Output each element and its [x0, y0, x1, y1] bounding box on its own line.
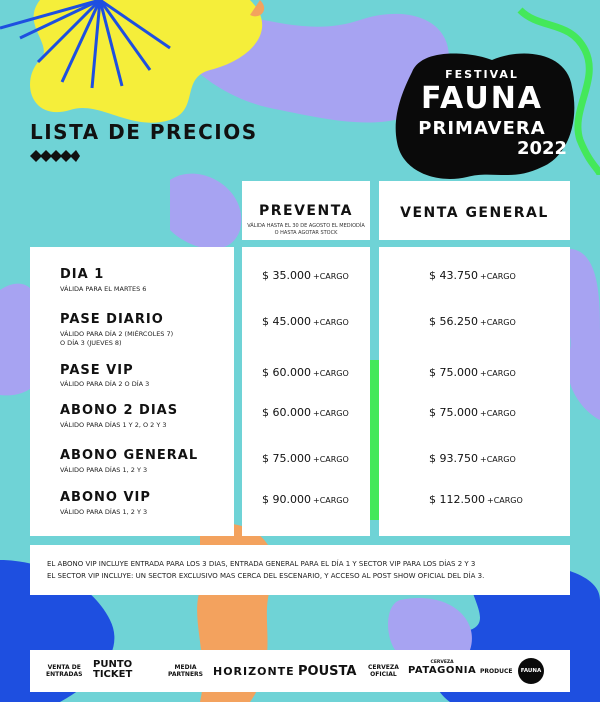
- festival-logo: [382, 42, 582, 192]
- row-desc-abono-2-dias: VÁLIDO PARA DÍAS 1 Y 2, O 2 Y 3: [60, 421, 167, 429]
- price-preventa-abono-general: $ 75.000 +CARGO: [262, 452, 349, 465]
- price-general-pase-diario: $ 56.250 +CARGO: [429, 315, 516, 328]
- price-preventa-abono-vip: $ 90.000 +CARGO: [262, 493, 349, 506]
- general-label: VENTA GENERAL: [400, 205, 549, 221]
- sponsor-label-cerveza: CERVEZA OFICIAL: [368, 664, 399, 678]
- sponsor-label-venta: VENTA DE ENTRADAS: [46, 664, 83, 678]
- price-general-abono-general: $ 93.750 +CARGO: [429, 452, 516, 465]
- price-preventa-pase-vip: $ 60.000 +CARGO: [262, 366, 349, 379]
- price-general-abono-vip: $ 112.500 +CARGO: [429, 493, 523, 506]
- row-name-abono-vip: ABONO VIP: [60, 490, 151, 505]
- price-preventa-pase-diario: $ 45.000 +CARGO: [262, 315, 349, 328]
- patagonia-logo: CERVEZA PATAGONIA: [408, 660, 477, 676]
- general-prices-panel: [379, 247, 570, 536]
- row-desc-pase-vip: VÁLIDO PARA DÍA 2 O DÍA 3: [60, 380, 150, 388]
- note-line-1: EL ABONO VIP INCLUYE ENTRADA PARA LOS 3 DIAS, ENTRADA GENERAL PARA EL DÍA 1 Y SECTOR VIP PARA LOS DÍAS 2 Y 3: [47, 560, 476, 568]
- price-general-pase-vip: $ 75.000 +CARGO: [429, 366, 516, 379]
- preventa-note-2: O HASTA AGOTAR STOCK: [274, 230, 338, 236]
- logo-fauna-text: FAUNA: [420, 81, 544, 116]
- preventa-prices-panel: [242, 247, 370, 536]
- sponsor-label-media: MEDIA PARTNERS: [168, 664, 203, 678]
- sponsor-label-produce: PRODUCE: [480, 668, 513, 675]
- pousta-logo: POUSTA: [298, 664, 357, 679]
- preventa-header: [242, 181, 370, 240]
- logo-festival-text: FESTIVAL: [445, 68, 519, 81]
- preventa-note-1: VÁLIDA HASTA EL 30 DE AGOSTO EL MEDIODÍA: [247, 223, 365, 229]
- logo-primavera-text: PRIMAVERA: [418, 118, 546, 139]
- horizonte-logo: HORIZONTE: [213, 665, 295, 678]
- price-preventa-abono-2-dias: $ 60.000 +CARGO: [262, 406, 349, 419]
- price-general-dia-1: $ 43.750 +CARGO: [429, 269, 516, 282]
- row-desc-dia-1: VÁLIDA PARA EL MARTES 6: [60, 285, 147, 293]
- zigzag-ornament: [30, 150, 80, 162]
- notes-panel: [30, 545, 570, 595]
- row-name-abono-general: ABONO GENERAL: [60, 448, 199, 463]
- sponsors-panel: [30, 650, 570, 692]
- note-line-2: EL SECTOR VIP INCLUYE: UN SECTOR EXCLUSIVO MAS CERCA DEL ESCENARIO, Y ACCESO AL POST SHOW OFICIAL DEL DÍA 3.: [47, 572, 485, 580]
- page-title: LISTA DE PRECIOS: [30, 120, 258, 144]
- row-desc-abono-general: VÁLIDO PARA DÍAS 1, 2 Y 3: [60, 466, 148, 474]
- puntoticket-logo: PUNTO TICKET: [93, 659, 133, 680]
- general-header: [379, 181, 570, 240]
- row-labels-panel: [30, 247, 234, 536]
- preventa-label: PREVENTA: [258, 203, 354, 219]
- row-name-pase-vip: PASE VIP: [60, 363, 134, 378]
- price-general-abono-2-dias: $ 75.000 +CARGO: [429, 406, 516, 419]
- fauna-badge: FAUNA: [518, 658, 544, 684]
- row-name-pase-diario: PASE DIARIO: [60, 312, 164, 327]
- logo-year-text: 2022: [516, 138, 568, 159]
- row-desc-abono-vip: VÁLIDO PARA DÍAS 1, 2 Y 3: [60, 508, 148, 516]
- row-name-abono-2-dias: ABONO 2 DIAS: [60, 403, 179, 418]
- row-desc-pase-diario-1: VÁLIDO PARA DÍA 2 (MIÉRCOLES 7): [60, 330, 174, 338]
- row-desc-pase-diario-2: O DÍA 3 (JUEVES 8): [60, 339, 122, 347]
- price-preventa-dia-1: $ 35.000 +CARGO: [262, 269, 349, 282]
- row-name-dia-1: DIA 1: [60, 267, 105, 282]
